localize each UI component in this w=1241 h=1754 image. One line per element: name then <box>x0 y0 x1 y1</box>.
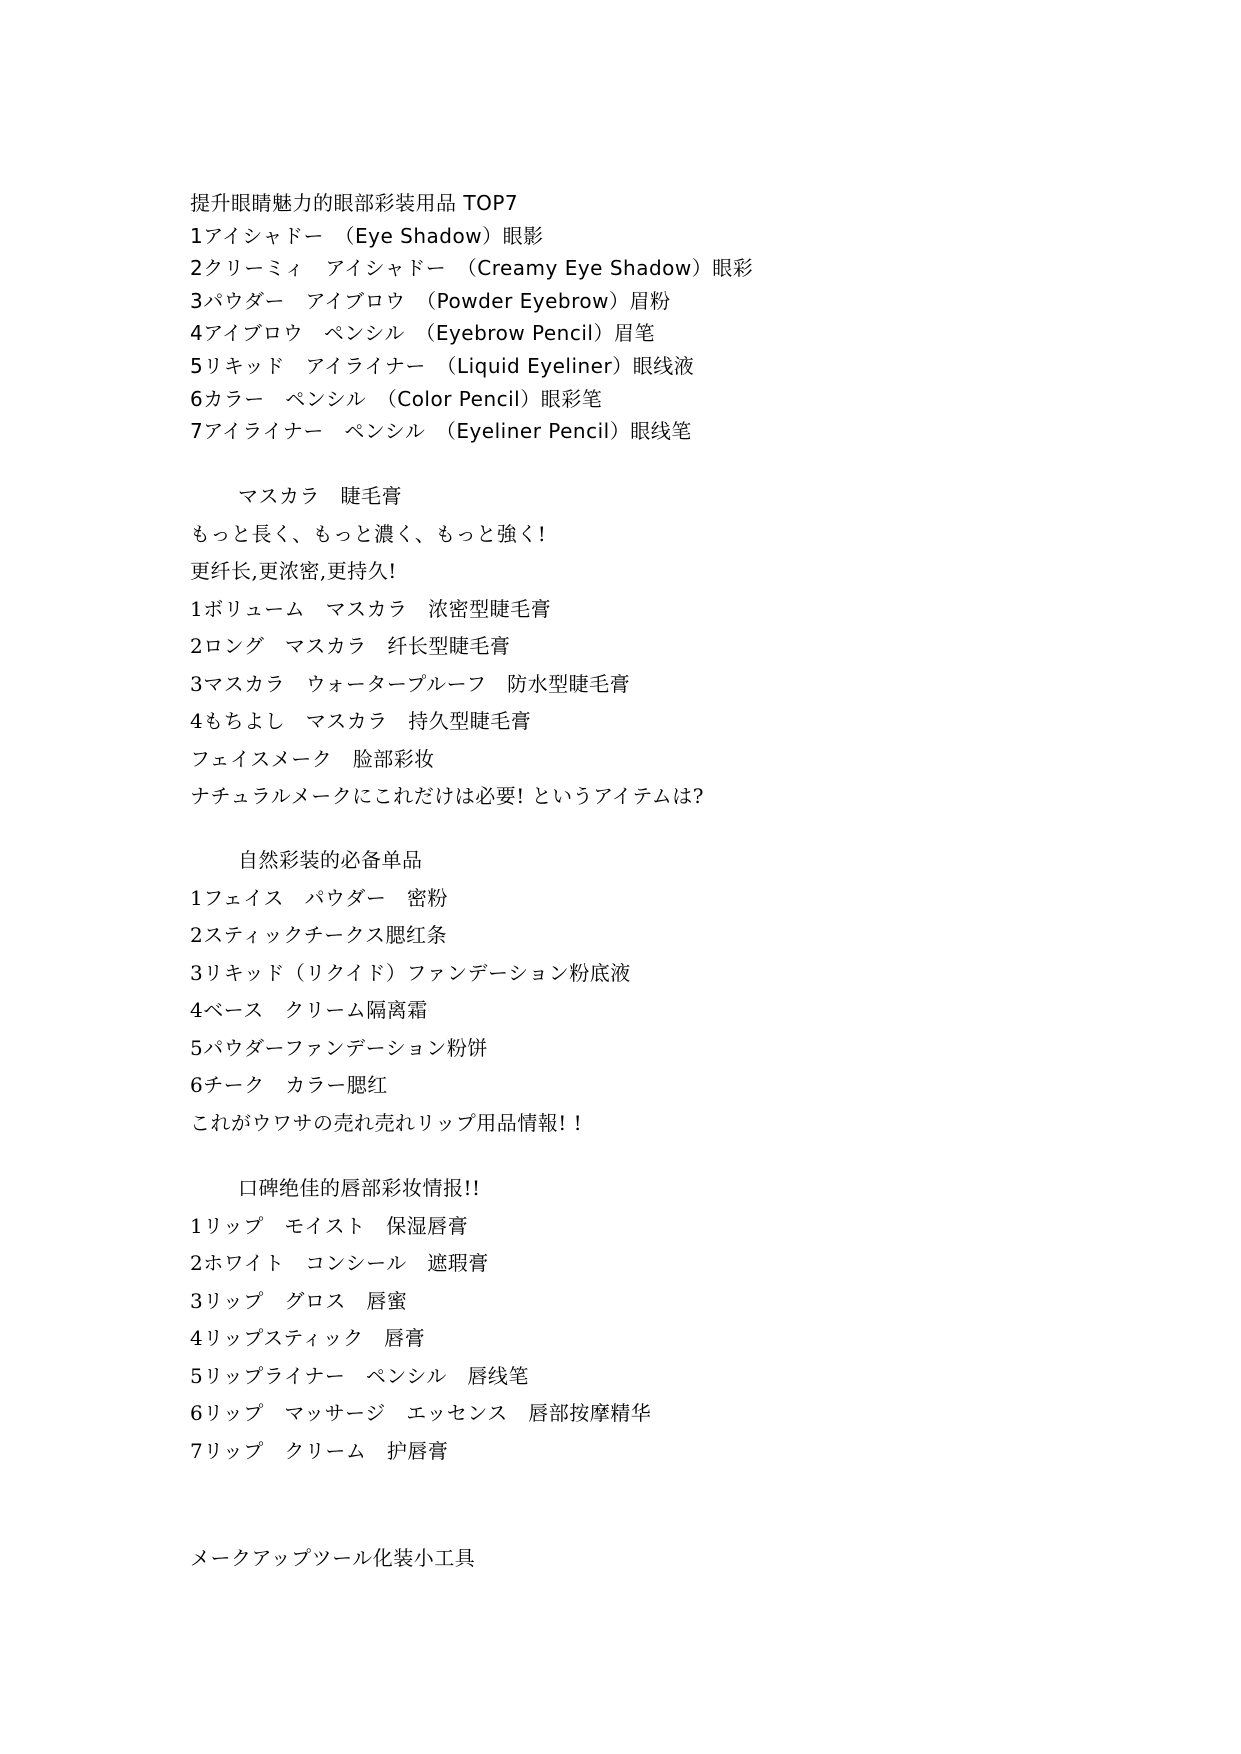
lip-item-5: 5リップライナー ペンシル 唇线笔 <box>190 1363 529 1388</box>
mascara-item-1: 1ボリューム マスカラ 浓密型睫毛膏 <box>190 596 552 621</box>
face-item-5: 5パウダーファンデーション粉饼 <box>190 1035 488 1060</box>
face-item-6: 6チーク カラー腮红 <box>190 1073 388 1097</box>
face-makeup-section <box>190 842 1190 1142</box>
face-item-4: 4ベース クリーム隔离霜 <box>190 998 428 1022</box>
mascara-heading: マスカラ 睫毛膏 <box>238 484 402 508</box>
lip-item-2: 2ホワイト コンシール 遮瑕膏 <box>190 1251 489 1275</box>
eye-item-6: 6カラー ペンシル （Color Pencil）眼彩笔 <box>190 386 603 411</box>
eye-item-5: 5リキッド アイライナー （Liquid Eyeliner）眼线液 <box>190 353 695 378</box>
mascara-tagline-cn: 更纤长,更浓密,更持久! <box>190 559 397 583</box>
face-item-2: 2スティックチークス腮红条 <box>190 923 448 947</box>
eye-item-4: 4アイブロウ ペンシル （Eyebrow Pencil）眉笔 <box>190 321 655 346</box>
lip-intro-line: これがウワサの売れ売れリップ用品情報! ! <box>190 1110 583 1135</box>
face-item-1: 1フェイス パウダー 密粉 <box>190 885 448 910</box>
mascara-item-4: 4もちよし マスカラ 持久型睫毛膏 <box>190 709 532 733</box>
makeup-tools-section <box>190 1540 1190 1578</box>
mascara-item-3: 3マスカラ ウォータープルーフ 防水型睫毛膏 <box>190 671 631 696</box>
eye-item-2: 2クリーミィ アイシャドー （Creamy Eye Shadow）眼彩 <box>190 256 754 281</box>
eye-section-title: 提升眼睛魅力的眼部彩装用品 TOP7 <box>190 191 519 215</box>
natural-makeup-question: ナチュラルメークにこれだけは必要! というアイテムは? <box>190 784 705 808</box>
makeup-tools-heading: メークアップツール化装小工具 <box>190 1546 476 1570</box>
mascara-section <box>190 478 1190 816</box>
face-makeup-heading: フェイスメーク 脸部彩妆 <box>190 746 435 771</box>
eye-makeup-section <box>190 187 1190 448</box>
lip-item-3: 3リップ グロス 唇蜜 <box>190 1288 408 1313</box>
face-section-heading: 自然彩装的必备单品 <box>238 848 423 872</box>
lip-item-7: 7リップ クリーム 护唇膏 <box>190 1438 449 1463</box>
lip-item-1: 1リップ モイスト 保湿唇膏 <box>190 1213 469 1238</box>
face-item-3: 3リキッド（リクイド）ファンデーション粉底液 <box>190 960 631 985</box>
lip-makeup-section <box>190 1170 1190 1470</box>
lip-item-6: 6リップ マッサージ エッセンス 唇部按摩精华 <box>190 1401 652 1425</box>
mascara-item-2: 2ロング マスカラ 纤长型睫毛膏 <box>190 634 511 658</box>
eye-item-1: 1アイシャドー （Eye Shadow）眼影 <box>190 223 544 248</box>
lip-section-heading: 口碑绝佳的唇部彩妆情报!! <box>238 1176 481 1200</box>
eye-item-7: 7アイライナー ペンシル （Eyeliner Pencil）眼线笔 <box>190 419 692 444</box>
lip-item-4: 4リップスティック 唇膏 <box>190 1326 426 1350</box>
mascara-tagline-jp: もっと長く、もっと濃く、もっと強く! <box>190 521 547 546</box>
eye-item-3: 3パウダー アイブロウ （Powder Eyebrow）眉粉 <box>190 288 671 313</box>
